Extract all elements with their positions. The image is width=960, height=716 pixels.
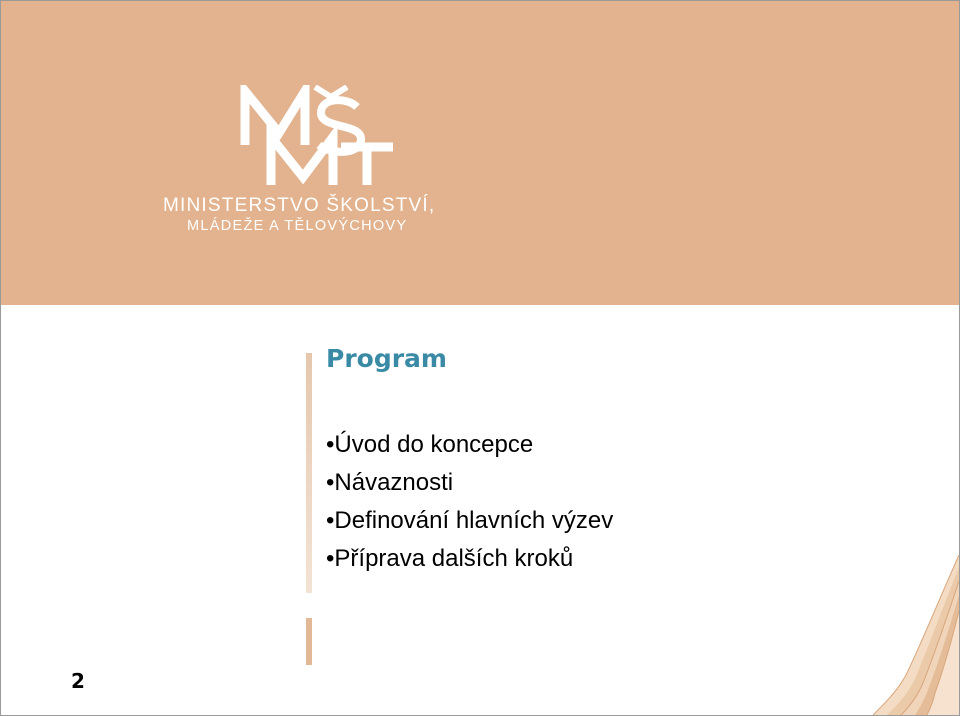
bullet-list [326,426,613,578]
bullet-item: • Příprava dalších kroků [326,540,613,578]
bullet-item: • Úvod do koncepce [326,426,613,464]
book-pages-icon [829,555,959,715]
accent-bar-bottom [306,618,312,665]
header-banner [1,1,959,305]
ministry-name-line1: MINISTERSTVO ŠKOLSTVÍ, [163,195,436,216]
page-number: 2 [71,669,85,693]
ministry-name-line2: MLÁDEŽE A TĚLOVÝCHOVY [187,218,408,234]
bullet-item: • Návaznosti [326,464,613,502]
accent-bar-top [306,353,312,593]
slide-title: Program [326,344,447,373]
bullet-item: • Definování hlavních výzev [326,502,613,540]
msmt-monogram-icon [237,85,407,195]
